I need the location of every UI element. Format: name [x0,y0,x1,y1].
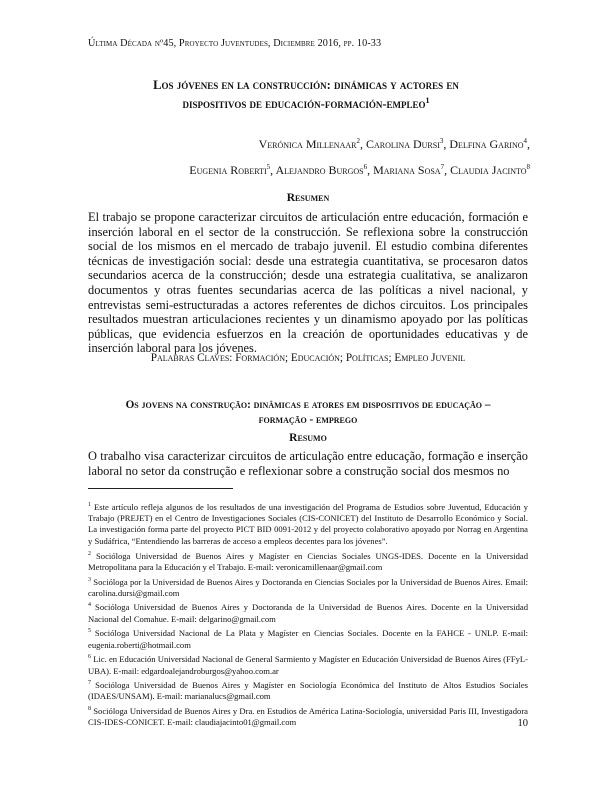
footnote: $^7$ Socióloga Universidad de Buenos Aires y Magíster en Sociología Económica del Instituto de Altos Estudios Sociales (IDAES/UNSAM). E-mail: marianalucs@gmail.com [88,680,528,702]
footnote: $^2$ Socióloga Universidad de Buenos Aires y Magíster en Ciencias Sociales UNGS-IDES. Docente en la Universidad Metropolitana para la Educación y el Trabajo. E-mail: veronicamillenaar@gmail.com [88,550,528,572]
page-number: 10 [517,718,528,729]
footnote: $^3$ Socióloga por la Universidad de Buenos Aires y Doctoranda en Ciencias Sociales por la Universidad de Buenos Aires. Email: carolina.dursi@gmail.com [88,576,528,598]
portuguese-title [88,398,528,428]
title-line-1: Los jóvenes en la construcción: dinámicas y actores en [153,78,459,92]
author-footnote-mark[interactable]: 5 [266,163,271,171]
author-footnote-mark[interactable]: 2 [356,137,360,145]
title-line-2: dispositivos de educación-formación-empleo$^1$ [182,96,430,112]
resumo-text: O trabalho visa caracterizar circuitos de articulação entre educação, formação e inserção laboral no setor da construção e reflexionar sobre a construção social dos mesmos no [88,449,528,478]
author-footnote-mark[interactable]: 3 [439,137,444,145]
author-line-2: Eugenia Roberti$^5$, Alejandro Burgos$^6$, Mariana Sosa$^7$, Claudia Jacinto$^8$ [189,163,530,177]
footnote: $^4$ Socióloga Universidad de Buenos Aires y Doctoranda de la Universidad de Buenos Aires. Docente en la Universidad Nacional del Comahue. E-mail: delgarino@gmail.com [88,602,528,624]
article-title [110,77,502,112]
footnote-divider [88,488,233,489]
author: Delfina Garino [449,137,524,151]
author-footnote-mark[interactable]: 6 [363,163,368,171]
author: Claudia Jacinto [450,163,527,177]
author: Carolina Dursi [365,137,440,151]
keywords: Palabras Claves: Formación; Educación; Políticas; Empleo Juvenil [150,352,466,364]
author: Alejandro Burgos [275,163,364,177]
resumo-heading: Resumo [289,432,327,444]
pt-title-line-1: Os jovens na construção: dinâmicas e atores em dispositivos de educação – [125,399,491,411]
resumen-text: El trabajo se propone caracterizar circuitos de articulación entre educación, formación e inserción laboral en el sector de la construcción. Se reflexiona sobre la construcción social de los mismos en el mercado de trabajo juvenil. El estudio combina diferentes técnicas de investigación social: desde una estrategia cuantitativa, se procesaron datos secundarios acerca de la construcción; desde una estrategia cualitativa, se analizaron documentos y otras fuentes secundarias acerca de las políticas a nivel nacional, y entrevistas semi-estructuradas a actores referentes de dichos circuitos. Los principales resultados muestran articulaciones recientes y un dinamismo apoyado por las políticas públicas, que evidencia esfuerzos en la creación de oportunidades educativas y de inserción laboral para los jóvenes. [88,210,528,356]
author: Mariana Sosa [373,163,441,177]
resumen-heading: Resumen [286,192,330,204]
pt-title-line-2: formação - emprego [258,414,358,426]
author-footnote-mark[interactable]: 4 [523,137,527,145]
author-footnote-mark[interactable]: 8 [526,163,530,171]
author: Eugenia Roberti [189,163,267,177]
footnote: $^5$ Socióloga Universidad Nacional de La Plata y Magíster en Ciencias Sociales. Docente en la FAHCE - UNLP. E-mail: eugenia.roberti@hotmail.com [88,628,528,650]
running-head: Última Década nº45, Proyecto Juventudes, Diciembre 2016, pp. 10-33 [88,38,382,49]
author: Verónica Millenaar [258,137,357,151]
author-line-1: Verónica Millenaar$^2$, Carolina Dursi$^3$, Delfina Garino$^4$, [258,137,530,151]
footnote: $^1$ Este artículo refleja algunos de los resultados de una investigación del Programa de Estudios sobre Juventud, Educación y Trabajo (PREJET) en el Centro de Investigaciones Sociales (CIS-CONICET) del Instituto de Desarrollo Económico y Social. La investigación forma parte del proyecto PICT BID 0091-2012 y del proyecto colaborativo apoyado por Norrag en Argentina y Sudáfrica, “Entendiendo las barreras de acceso a empleos decentes para los jóvenes”. [88,501,528,546]
author-footnote-mark[interactable]: 7 [440,163,445,171]
footnote: $^6$ Lic. en Educación Universidad Nacional de General Sarmiento y Magíster en Educación Universidad de Buenos Aires (FFyL-UBA). E-mail: edgardoalejandroburgos@yahoo.com.ar [88,654,529,676]
title-footnote-mark[interactable]: 1 [425,96,430,105]
footnote: $^8$ Socióloga Universidad de Buenos Aires y Dra. en Estudios de América Latina-Sociología, universidad Paris III, Investigadora CIS-IDES-CONICET. E-mail: claudiajacinto01@gmail.com [88,706,528,728]
author-list [150,130,530,182]
footnotes [88,500,528,730]
